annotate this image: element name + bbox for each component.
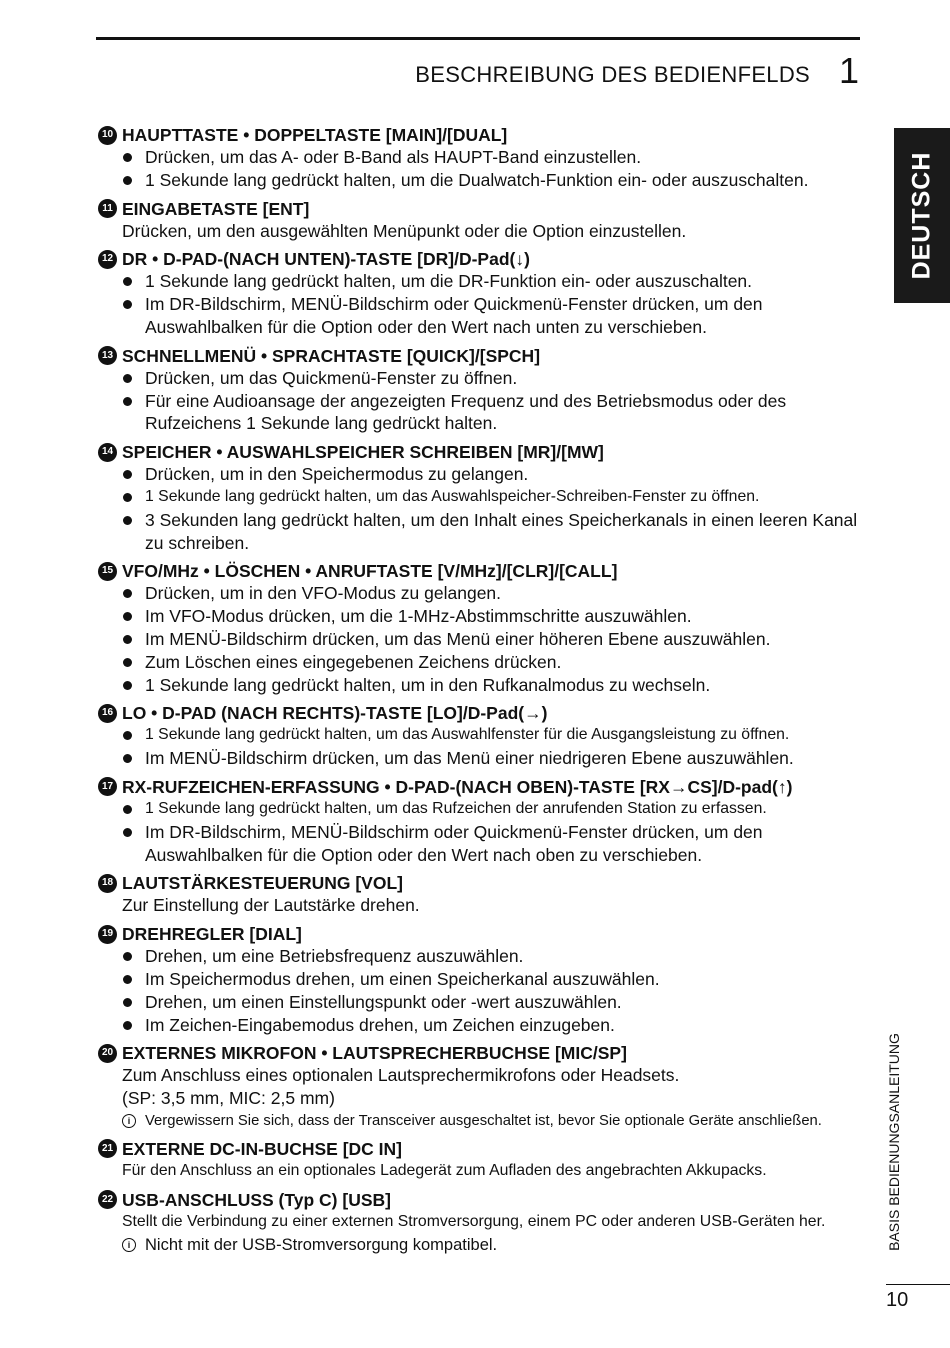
note [98, 1110, 868, 1132]
page-number-rule [886, 1284, 950, 1285]
content [98, 124, 868, 1262]
section-heading [98, 1189, 868, 1211]
section-text: Für den Anschluss an ein optionales Ladegerät zum Aufladen des angebrachten Akkupacks. [122, 1161, 767, 1179]
section-heading [98, 560, 868, 582]
item-number-badge: 20 [98, 1044, 117, 1063]
language-tab-label: DEUTSCH [907, 151, 936, 280]
section-title: VFO/MHz • LÖSCHEN • ANRUFTASTE [V/MHz]/[CLR]/[CALL] [122, 561, 618, 582]
manual-side-label [884, 1018, 904, 1266]
section-title: LAUTSTÄRKESTEUERUNG [VOL] [122, 873, 403, 894]
item-number-badge: 19 [98, 925, 117, 944]
section-heading [98, 248, 868, 270]
language-tab [894, 128, 950, 303]
chapter-title: BESCHREIBUNG DES BEDIENFELDS [415, 62, 810, 87]
bullet-item: Im MENÜ-Bildschirm drücken, um das Menü einer niedrigeren Ebene auszuwählen. [98, 747, 868, 770]
bullet-item: 1 Sekunde lang gedrückt halten, um die Dualwatch-Funktion ein- oder auszuschalten. [98, 169, 868, 192]
item-number-badge: 22 [98, 1190, 117, 1209]
section-dr [98, 248, 868, 338]
section-heading [98, 1138, 868, 1160]
item-number-badge: 16 [98, 704, 117, 723]
bullet-item: Im DR-Bildschirm, MENÜ-Bildschirm oder Quickmenü-Fenster drücken, um den Auswahlbalken für die Option oder den Wert nach oben zu verschieben. [98, 821, 868, 867]
section-heading [98, 702, 868, 724]
bullet-item: 3 Sekunden lang gedrückt halten, um den Inhalt eines Speicherkanals in einen leeren Kanal zu schreiben. [98, 509, 868, 555]
section-text: Drücken, um den ausgewählten Menüpunkt oder die Option einzustellen. [122, 220, 687, 241]
info-icon: i [122, 1114, 136, 1128]
bullet-item: Drücken, um in den Speichermodus zu gelangen. [98, 463, 868, 486]
top-rule [96, 37, 860, 40]
section-text: Stellt die Verbindung zu einer externen Stromversorgung, einem PC oder anderen USB-Geräten her. [122, 1212, 826, 1230]
section-title: HAUPTTASTE • DOPPELTASTE [MAIN]/[DUAL] [122, 125, 508, 145]
bullet-item: Im Speichermodus drehen, um einen Speicherkanal auszuwählen. [98, 968, 868, 991]
bullet-item: Drücken, um das A- oder B-Band als HAUPT-Band einzustellen. [98, 146, 868, 169]
bullet-item: 1 Sekunde lang gedrückt halten, um das Auswahlspeicher-Schreiben-Fenster zu öffnen. [98, 486, 868, 509]
section-title: SPEICHER • AUSWAHLSPEICHER SCHREIBEN [MR]/[MW] [122, 442, 604, 463]
section-text: Zum Anschluss eines optionalen Lautsprechermikrofons oder Headsets. [122, 1065, 680, 1086]
bullet-item: 1 Sekunde lang gedrückt halten, um das Auswahlfenster für die Ausgangsleistung zu öffnen. [98, 724, 868, 747]
section-usb [98, 1189, 868, 1256]
section-title: EXTERNE DC-IN-BUCHSE [DC IN] [122, 1138, 402, 1159]
section-title: EXTERNES MIKROFON • LAUTSPRECHERBUCHSE [MIC/SP] [122, 1043, 627, 1064]
item-number-badge: 10 [98, 126, 117, 145]
section-main-dual [98, 124, 868, 192]
section-title: USB-ANSCHLUSS (Typ C) [USB] [122, 1189, 391, 1210]
section-vfo [98, 560, 868, 696]
bullet-item: Zum Löschen eines eingegebenen Zeichens drücken. [98, 651, 868, 674]
bullet-item: 1 Sekunde lang gedrückt halten, um die DR-Funktion ein- oder auszuschalten. [98, 270, 868, 293]
section-title: EINGABETASTE [ENT] [122, 198, 310, 219]
section-heading [98, 776, 868, 798]
info-icon: i [122, 1238, 136, 1252]
section-rx-cs [98, 776, 868, 866]
section-title: SCHNELLMENÜ • SPRACHTASTE [QUICK]/[SPCH] [122, 345, 541, 366]
bullet-item: 1 Sekunde lang gedrückt halten, um in den Rufkanalmodus zu wechseln. [98, 674, 868, 697]
note-text: Vergewissern Sie sich, dass der Transceiver ausgeschaltet ist, bevor Sie optionale Geräte anschließen. [145, 1112, 822, 1129]
section-text: Zur Einstellung der Lautstärke drehen. [122, 895, 420, 916]
section-mr-mw [98, 441, 868, 554]
section-heading [98, 923, 868, 945]
page-number: 10 [886, 1289, 909, 1311]
item-number-badge: 15 [98, 562, 117, 581]
item-number-badge: 13 [98, 346, 117, 365]
section-dial [98, 923, 868, 1036]
section-heading [98, 124, 868, 146]
bullet-item: Drehen, um einen Einstellungspunkt oder -wert auszuwählen. [98, 991, 868, 1014]
item-number-badge: 11 [98, 199, 117, 218]
manual-label-text: BASIS BEDIENUNGSANLEITUNG [886, 1033, 903, 1251]
section-heading [98, 345, 868, 367]
bullet-item: Drehen, um eine Betriebsfrequenz auszuwählen. [98, 945, 868, 968]
bullet-item: Im VFO-Modus drücken, um die 1-MHz-Abstimmschritte auszuwählen. [98, 605, 868, 628]
section-heading [98, 198, 868, 220]
item-number-badge: 17 [98, 777, 117, 796]
section-dc-in [98, 1138, 868, 1183]
chapter-number: 1 [839, 50, 860, 91]
item-number-badge: 14 [98, 443, 117, 462]
section-title: LO • D-PAD (NACH RECHTS)-TASTE [LO]/D-Pad(→) [122, 703, 548, 724]
item-number-badge: 12 [98, 250, 117, 269]
bullet-item: 1 Sekunde lang gedrückt halten, um das Rufzeichen der anrufenden Station zu erfassen. [98, 798, 868, 821]
section-mic-sp [98, 1042, 868, 1132]
note-text: Nicht mit der USB-Stromversorgung kompatibel. [145, 1235, 498, 1254]
section-ent [98, 198, 868, 243]
bullet-item: Drücken, um das Quickmenü-Fenster zu öffnen. [98, 367, 868, 390]
bullet-item: Drücken, um in den VFO-Modus zu gelangen. [98, 582, 868, 605]
section-quick [98, 345, 868, 435]
section-vol [98, 872, 868, 917]
section-heading [98, 1042, 868, 1064]
section-title: DREHREGLER [DIAL] [122, 924, 302, 945]
section-heading [98, 441, 868, 463]
bullet-item: Im Zeichen-Eingabemodus drehen, um Zeichen einzugeben. [98, 1014, 868, 1037]
section-title: DR • D-PAD-(NACH UNTEN)-TASTE [DR]/D-Pad(↓) [122, 249, 530, 270]
section-heading [98, 872, 868, 894]
section-lo [98, 702, 868, 770]
item-number-badge: 18 [98, 874, 117, 893]
bullet-item: Im DR-Bildschirm, MENÜ-Bildschirm oder Quickmenü-Fenster drücken, um den Auswahlbalken für die Option oder den Wert nach unten zu verschieben. [98, 293, 868, 339]
section-title: RX-RUFZEICHEN-ERFASSUNG • D-PAD-(NACH OBEN)-TASTE [RX→CS]/D-pad(↑) [122, 776, 793, 797]
bullet-item: Im MENÜ-Bildschirm drücken, um das Menü einer höheren Ebene auszuwählen. [98, 628, 868, 651]
bullet-item: Für eine Audioansage der angezeigten Frequenz und des Betriebsmodus oder des Rufzeichens 1 Sekunde lang gedrückt halten. [98, 390, 868, 436]
item-number-badge: 21 [98, 1139, 117, 1158]
note [98, 1234, 868, 1256]
section-text-specs: (SP: 3,5 mm, MIC: 2,5 mm) [122, 1088, 335, 1109]
